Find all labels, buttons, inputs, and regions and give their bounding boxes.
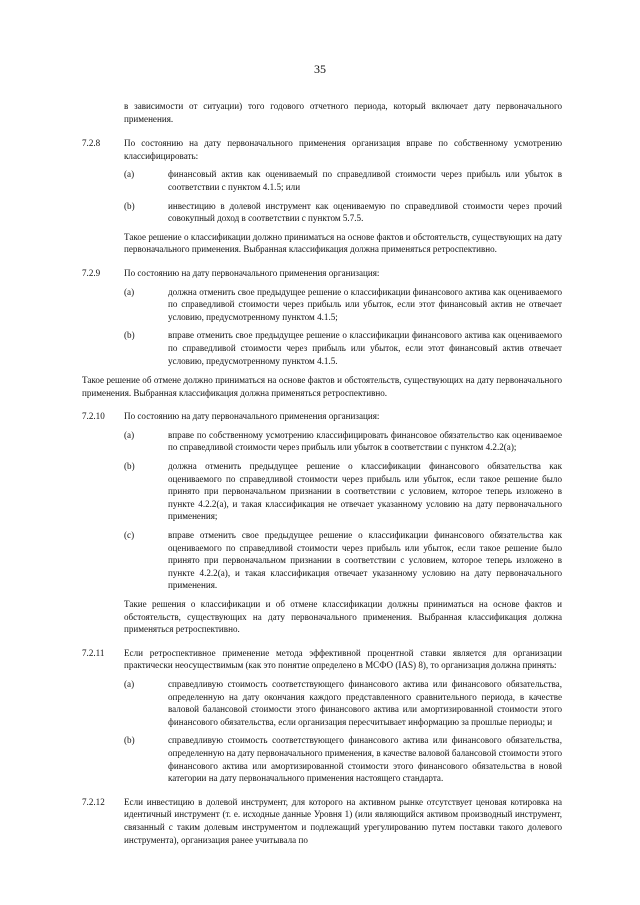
item-text: вправе отменить свое предыдущее решение о классификации финансового актива как оцениваемого по справедливой стоимости через прибыль или убыток, если этот финансовый актив отвечает условию, предусмотренному пунктом 4.1.5. bbox=[168, 330, 562, 366]
section-conclusion: Такое решение о классификации должно приниматься на основе фактов и обстоятельств, существующих на дату первоначального применения. Выбранная классификация должна применяться ретроспективно. bbox=[124, 231, 562, 255]
document-body bbox=[82, 100, 562, 857]
section-number: 7.2.9 bbox=[82, 267, 101, 278]
list-item bbox=[124, 678, 562, 728]
item-label: (a) bbox=[124, 678, 135, 689]
list-item bbox=[124, 168, 562, 193]
item-text: справедливую стоимость соответствующего финансового актива или финансового обязательства, определенную на дату окончания каждого представленного сравнительного периода, в качестве валовой балансовой стоимости этого финансового актива или амортизированной стоимости этого финансового обязательства, если организация пересчитывает информацию за прошлые периоды; и bbox=[168, 678, 562, 727]
section-number: 7.2.11 bbox=[82, 647, 105, 658]
section-body bbox=[124, 796, 562, 846]
list-item bbox=[124, 200, 562, 225]
section-body bbox=[124, 137, 562, 256]
item-text: вправе отменить свое предыдущее решение о классификации финансового обязательства как оцениваемого по справедливой стоимости через прибыль или убыток, если такое решение было принято при первоначальном признании в соответствии с условием, которое теперь изложено в пункте 4.2.2(a), и такая классификация отвечает указанному условию на дату первоначального применения. bbox=[168, 530, 562, 591]
section-number: 7.2.10 bbox=[82, 411, 105, 422]
item-label: (b) bbox=[124, 461, 135, 472]
item-label: (c) bbox=[124, 530, 135, 541]
section-body bbox=[124, 267, 562, 367]
item-text: должна отменить предыдущее решение о классификации финансового обязательства как оцениваемого по справедливой стоимости через прибыль или убыток, если такое решение было принято при первоначальном признании в соответствии с условием, которое теперь изложено в пункте 4.2.2(a), и такая классификация не отвечает указанному условию на дату первоначального применения; bbox=[168, 461, 562, 522]
section-number: 7.2.8 bbox=[82, 138, 101, 149]
section-lead: По состоянию на дату первоначального применения организация: bbox=[124, 267, 380, 278]
item-text: справедливую стоимость соответствующего финансового актива или финансового обязательства, определенную на дату первоначального применения, в качестве валовой балансовой стоимости этого финансового актива или амортизированной стоимости этого финансового обязательства в новой категории на дату первоначального применения настоящего стандарта. bbox=[168, 735, 562, 784]
section-lead: Если инвестицию в долевой инструмент, для которого на активном рынке отсутствует ценовая котировка на идентичный инструмент (т. е. исходные данные Уровня 1) (или являющийся активом производный инструмент, связанный с таким долевым инструментом и подлежащий урегулированию путем поставки такого долевого инструмента), организация ранее учитывала по bbox=[124, 796, 562, 845]
section-number: 7.2.12 bbox=[82, 796, 105, 807]
list-item bbox=[124, 460, 562, 523]
section-body bbox=[124, 410, 562, 636]
item-label: (a) bbox=[124, 429, 135, 440]
item-label: (b) bbox=[124, 200, 135, 211]
section-conclusion: Такое решение об отмене должно приниматься на основе фактов и обстоятельств, существующих на дату первоначального применения. Выбранная классификация должна применяться ретроспективно. bbox=[82, 375, 562, 398]
item-label: (a) bbox=[124, 286, 135, 297]
item-text: должна отменить свое предыдущее решение о классификации финансового актива как оцениваемого по справедливой стоимости через прибыль или убыток, если этот финансовый актив не отвечает условию, предусмотренному пунктом 4.1.5; bbox=[168, 286, 562, 322]
section-body bbox=[124, 647, 562, 785]
list-item bbox=[124, 429, 562, 454]
item-label: (b) bbox=[124, 330, 135, 341]
item-label: (a) bbox=[124, 169, 135, 180]
section-7-2-8 bbox=[82, 137, 562, 256]
section-7-2-11 bbox=[82, 647, 562, 785]
section-conclusion: Такие решения о классификации и об отмене классификации должны приниматься на основе фактов и обстоятельств, существующих на дату первоначального применения. Выбранная классификация должна применяться ретроспективно. bbox=[124, 599, 562, 635]
section-lead: По состоянию на дату первоначального применения организация вправе по собственному усмотрению классифицировать: bbox=[124, 138, 562, 161]
list-item bbox=[124, 529, 562, 592]
item-text: вправе по собственному усмотрению классифицировать финансовое обязательство как оцениваемое по справедливой стоимости через прибыль или убыток в соответствии с пунктом 4.2.2(a); bbox=[168, 429, 562, 453]
section-7-2-9 bbox=[82, 267, 562, 367]
item-label: (b) bbox=[124, 735, 135, 746]
section-7-2-10 bbox=[82, 410, 562, 636]
list-item bbox=[124, 286, 562, 324]
list-item bbox=[124, 734, 562, 784]
section-lead: По состоянию на дату первоначального применения организация: bbox=[124, 411, 380, 422]
item-text: финансовый актив как оцениваемый по справедливой стоимости через прибыль или убыток в соответствии с пунктом 4.1.5; или bbox=[168, 169, 562, 192]
item-text: инвестицию в долевой инструмент как оцениваемую по справедливой стоимости через прочий совокупный доход в соответствии с пунктом 5.7.5. bbox=[168, 200, 562, 224]
section-lead: Если ретроспективное применение метода эффективной процентной ставки является для организации практически неосуществимым (как это понятие определено в МСФО (IAS) 8), то организация должна принять: bbox=[124, 647, 562, 671]
section-7-2-12 bbox=[82, 796, 562, 846]
page-number: 35 bbox=[314, 62, 326, 76]
list-item bbox=[124, 329, 562, 367]
intro-paragraph: в зависимости от ситуации) того годового отчетного периода, который включает дату первоначального применения. bbox=[124, 101, 562, 124]
